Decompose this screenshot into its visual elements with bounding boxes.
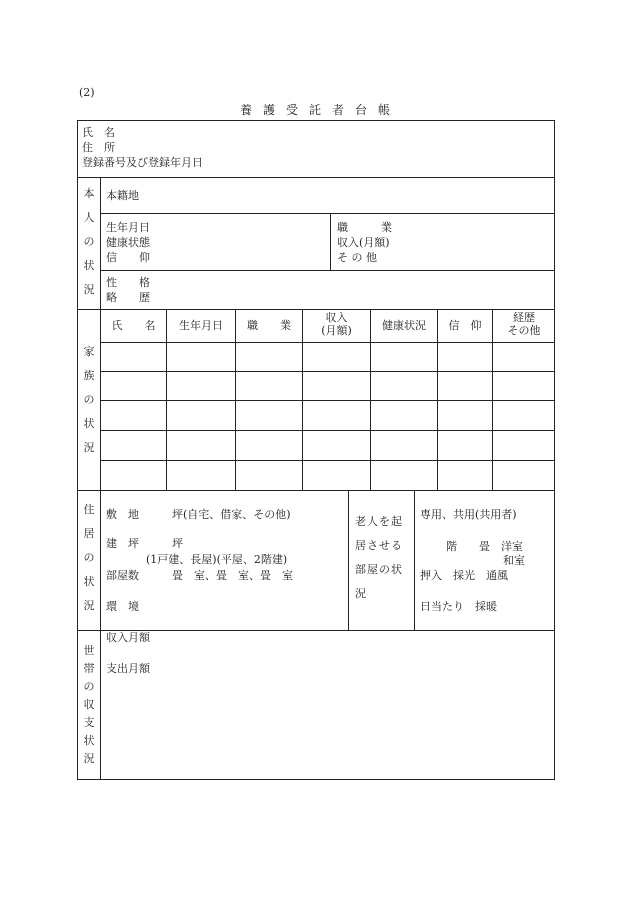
family-col-birthdate: 生年月日 bbox=[179, 319, 223, 332]
family-col-occupation: 職 業 bbox=[247, 319, 291, 332]
other-label: そ の 他 bbox=[337, 251, 377, 264]
family-col-income: 収入 (月額) bbox=[321, 311, 352, 337]
form-number: (2) bbox=[79, 86, 95, 99]
rooms-label: 部屋数 畳 室、畳 室、畳 室 bbox=[106, 569, 293, 582]
family-col-history-other: 経歴 その他 bbox=[507, 311, 541, 337]
family-col-religion: 信 仰 bbox=[448, 319, 482, 332]
household-section-label: 世 帯 の 収 支 状 況 bbox=[83, 644, 95, 765]
self-section-label: 本 人 の 状 況 bbox=[83, 187, 95, 296]
birthdate-label: 生年月日 bbox=[106, 221, 150, 234]
family-col-name: 氏 名 bbox=[111, 319, 156, 332]
building-label: 建 坪 坪 bbox=[106, 537, 183, 550]
name-label: 氏 名 bbox=[82, 126, 115, 139]
page-title: 養護受託者台帳 bbox=[240, 103, 402, 117]
floor-label: 階 畳 洋室 bbox=[446, 540, 523, 553]
religion-label: 信 仰 bbox=[106, 251, 150, 264]
family-col-health: 健康状況 bbox=[382, 319, 426, 332]
income-monthly-label: 収入月額 bbox=[106, 631, 150, 644]
registration-label: 登録番号及び登録年月日 bbox=[82, 156, 203, 169]
occupation-label: 職 業 bbox=[337, 221, 392, 234]
history-label: 略 歴 bbox=[106, 291, 150, 304]
form-table bbox=[77, 120, 555, 780]
sun-label: 日当たり 採暖 bbox=[420, 600, 497, 613]
elder-room-label: 老人を起 居させる 部屋の状 況 bbox=[355, 515, 403, 600]
use-label: 専用、共用(共用者) bbox=[420, 508, 517, 521]
income-label: 収入(月額) bbox=[337, 236, 390, 249]
character-label: 性 格 bbox=[106, 276, 150, 289]
building-type-label: (1戸建、長屋)(平屋、2階建) bbox=[146, 553, 288, 566]
japanese-room-label: 和室 bbox=[503, 554, 525, 567]
closet-label: 押入 採光 通風 bbox=[420, 569, 508, 582]
address-label: 住 所 bbox=[82, 141, 115, 154]
family-section-label: 家 族 の 状 況 bbox=[83, 345, 95, 454]
health-label: 健康状態 bbox=[106, 236, 150, 249]
domicile-label: 本籍地 bbox=[106, 189, 139, 202]
environment-label: 環 境 bbox=[106, 600, 139, 613]
site-label: 敷 地 坪(自宅、借家、その他) bbox=[106, 508, 291, 521]
housing-section-label: 住 居 の 状 況 bbox=[83, 503, 95, 612]
expense-monthly-label: 支出月額 bbox=[106, 662, 150, 675]
